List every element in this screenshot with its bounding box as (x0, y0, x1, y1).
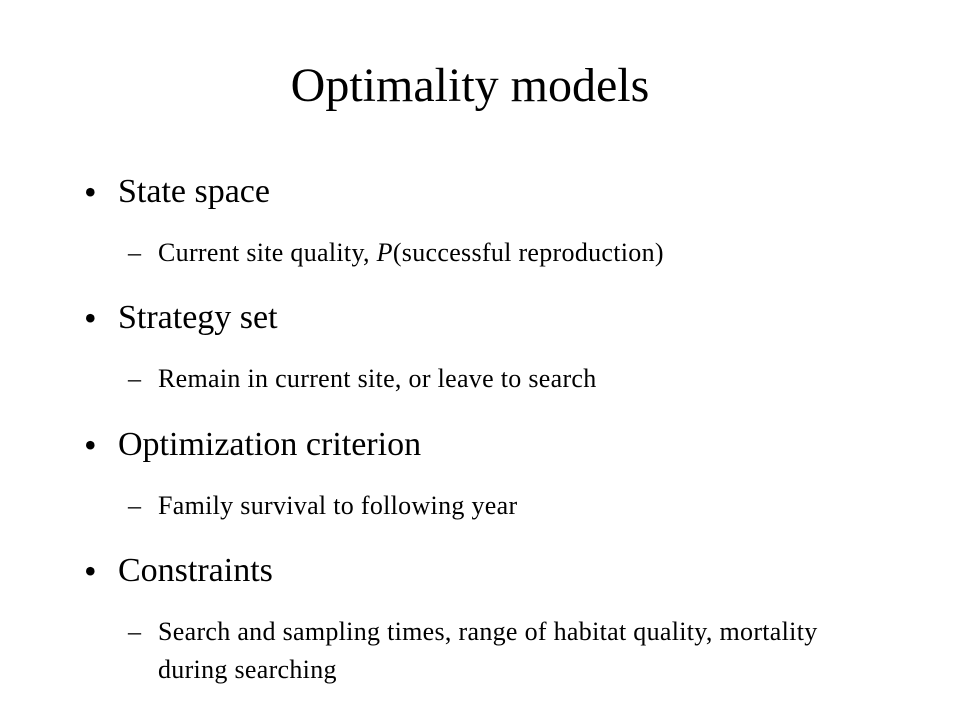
dash-icon: – (128, 238, 141, 267)
bullet-section-strategy-set (0, 296, 960, 393)
sub-bullet-text: Search and sampling times, range of habitat quality, mortality during searching (158, 617, 818, 684)
bullet-item (0, 170, 960, 214)
bullet-label: State space (118, 173, 270, 210)
sub-bullet-prefix: Current site quality, (158, 238, 377, 267)
bullet-icon: • (84, 298, 97, 338)
sub-bullet-text (158, 234, 878, 272)
dash-icon: – (128, 491, 141, 520)
bullet-label: Constraints (118, 552, 273, 589)
bullet-label: Optimization criterion (118, 426, 422, 463)
bullet-section-state-space (0, 170, 960, 267)
slide-title: Optimality models (290, 59, 650, 112)
sub-bullet-suffix: (successful reproduction) (392, 238, 664, 267)
bullet-item (0, 423, 960, 467)
bullet-label: Strategy set (118, 299, 278, 336)
probability-symbol: P (376, 238, 393, 267)
dash-icon: – (128, 364, 141, 393)
dash-icon: – (128, 617, 141, 646)
bullet-section-optimization-criterion (0, 423, 960, 520)
bullet-item (0, 296, 960, 340)
bullet-icon: • (84, 172, 97, 212)
sub-bullet-text: Remain in current site, or leave to search (158, 364, 597, 393)
sub-bullet-text: Family survival to following year (158, 491, 518, 520)
bullet-section-constraints (0, 549, 960, 684)
bullet-item (0, 549, 960, 593)
bullet-icon: • (84, 551, 97, 591)
bullet-icon: • (84, 425, 97, 465)
